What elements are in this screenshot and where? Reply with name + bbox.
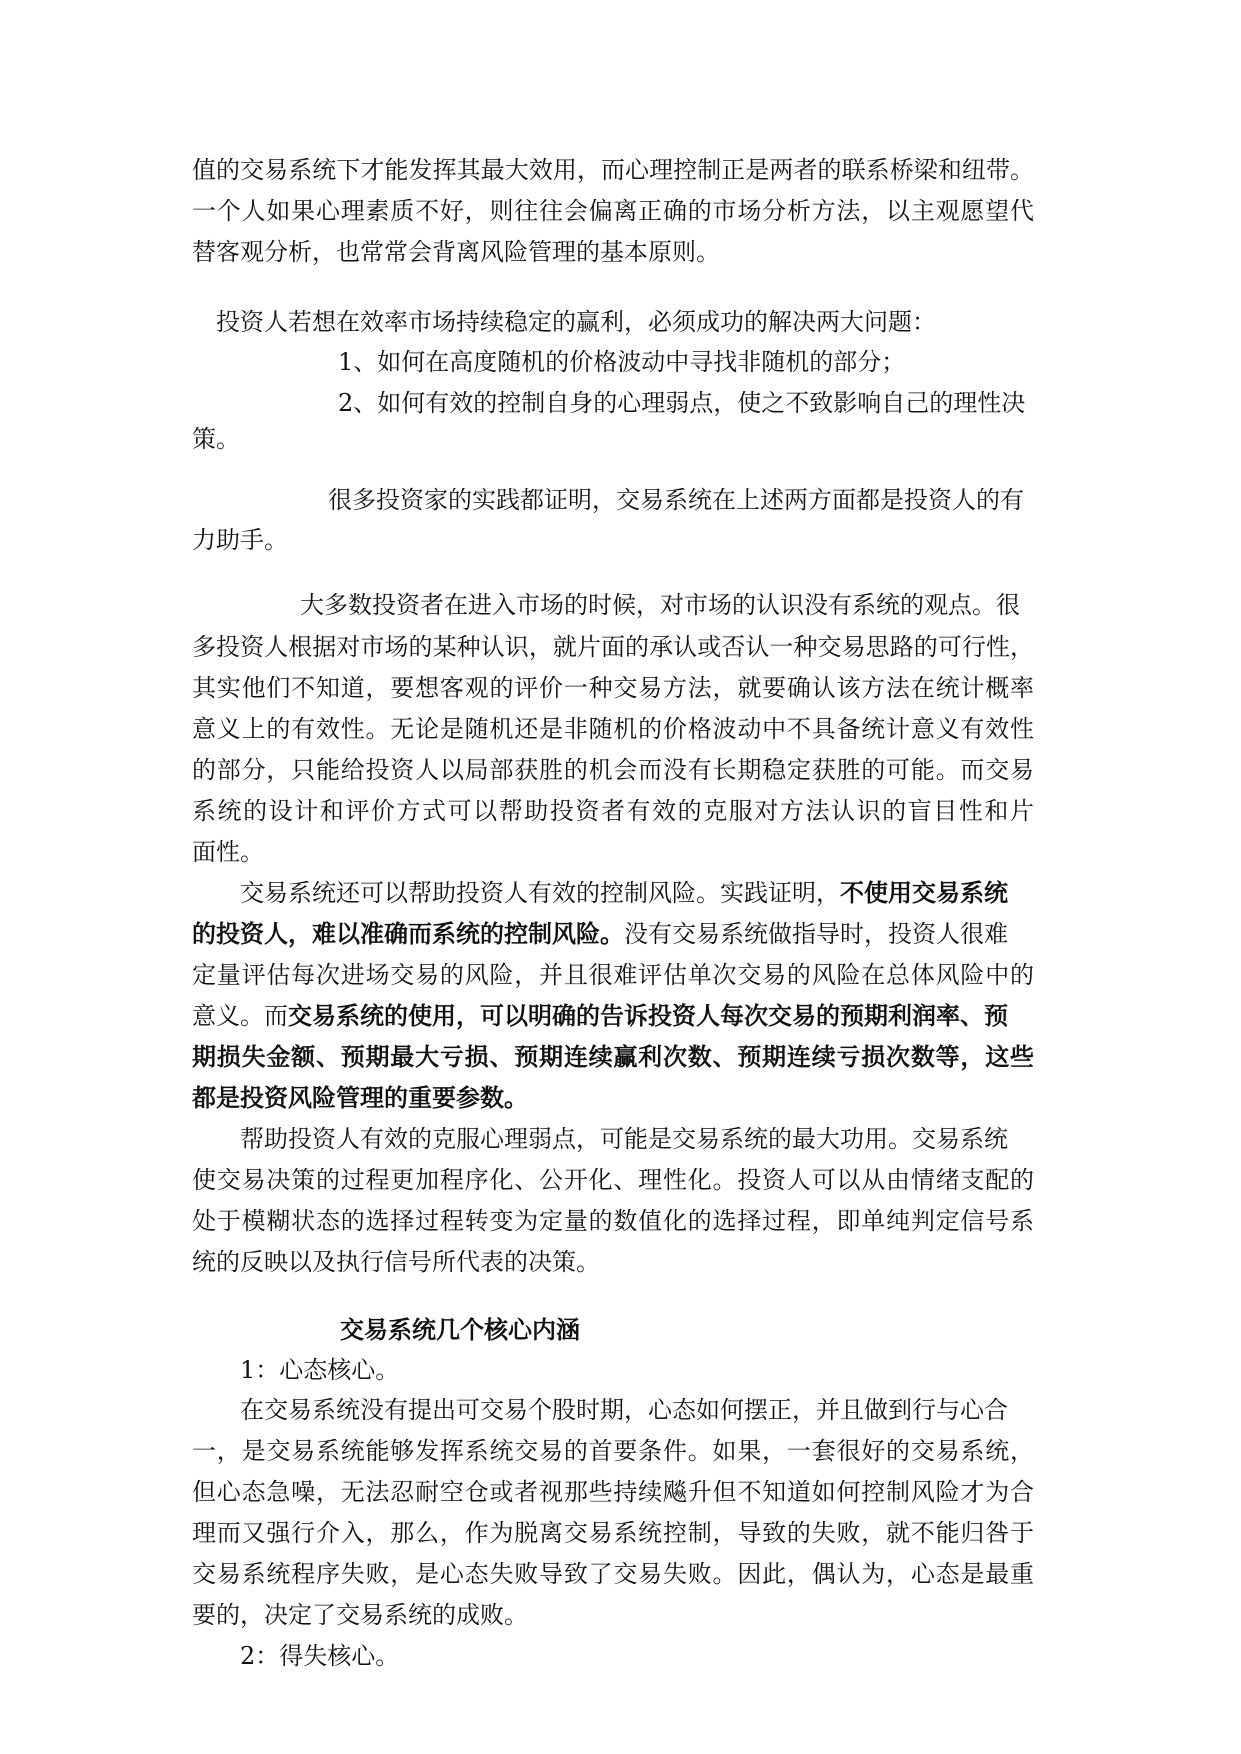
- text-run: 意义。而: [192, 1002, 288, 1030]
- paragraph-line: [192, 916, 1034, 952]
- paragraph-line: 其实他们不知道，要想客观的评价一种交易方法，就要确认该方法在统计概率: [192, 674, 1034, 702]
- bold-text-run: 不使用交易系统: [840, 878, 1008, 907]
- list-item: 1、如何在高度随机的价格波动中寻找非随机的部分；: [338, 348, 906, 376]
- list-item: 1：心态核心。: [240, 1356, 400, 1384]
- paragraph-line: 意义上的有效性。无论是随机还是非随机的价格波动中不具备统计意义有效性: [192, 715, 1034, 743]
- paragraph-line: 投资人若想在效率市场持续稳定的赢利，必须成功的解决两大问题：: [216, 308, 936, 336]
- paragraph-line: 大多数投资者在进入市场的时候，对市场的认识没有系统的观点。很: [300, 591, 1020, 619]
- paragraph-line: 替客观分析，也常常会背离风险管理的基本原则。: [192, 238, 720, 266]
- paragraph-line: 的部分，只能给投资人以局部获胜的机会而没有长期稳定获胜的可能。而交易: [192, 756, 1034, 784]
- text-run: 交易系统还可以帮助投资人有效的控制风险。实践证明，: [240, 879, 840, 907]
- paragraph-line: 力助手。: [192, 526, 288, 554]
- paragraph-line: 处于模糊状态的选择过程转变为定量的数值化的选择过程，即单纯判定信号系: [192, 1207, 1034, 1235]
- paragraph-line: 帮助投资人有效的克服心理弱点，可能是交易系统的最大功用。交易系统: [240, 1125, 1008, 1153]
- paragraph-line: 统的反映以及执行信号所代表的决策。: [192, 1248, 600, 1276]
- paragraph-line: 多投资人根据对市场的某种认识，就片面的承认或否认一种交易思路的可行性，: [192, 633, 1034, 661]
- paragraph-line: 都是投资风险管理的重要参数。: [192, 1083, 528, 1112]
- paragraph-line: 系统的设计和评价方式可以帮助投资者有效的克服对方法认识的盲目性和片: [192, 797, 1034, 825]
- paragraph-line: 定量评估每次进场交易的风险，并且很难评估单次交易的风险在总体风险中的: [192, 961, 1034, 989]
- paragraph-line: [192, 998, 1034, 1034]
- paragraph-line: 要的，决定了交易系统的成败。: [192, 1601, 528, 1629]
- paragraph-line: 很多投资家的实践都证明，交易系统在上述两方面都是投资人的有: [328, 486, 1024, 514]
- bold-text-run: 交易系统的使用，可以明确的告诉投资人每次交易的预期利润率、预: [288, 1001, 1008, 1030]
- paragraph-line: 一，是交易系统能够发挥系统交易的首要条件。如果，一套很好的交易系统，: [192, 1437, 1034, 1465]
- bold-text-run: 的投资人，难以准确而系统的控制风险。: [192, 919, 624, 948]
- paragraph-line: 一个人如果心理素质不好，则往往会偏离正确的市场分析方法，以主观愿望代: [192, 197, 1034, 225]
- paragraph-line: 在交易系统没有提出可交易个股时期，心态如何摆正，并且做到行与心合: [240, 1396, 1008, 1424]
- list-item: 2：得失核心。: [240, 1642, 400, 1670]
- paragraph-line: 使交易决策的过程更加程序化、公开化、理性化。投资人可以从由情绪支配的: [192, 1166, 1034, 1194]
- list-item: 2、如何有效的控制自身的心理弱点，使之不致影响自己的理性决: [338, 389, 1026, 417]
- paragraph-line: 理而又强行介入，那么，作为脱离交易系统控制，导致的失败，就不能归咎于: [192, 1519, 1034, 1547]
- section-heading: 交易系统几个核心内涵: [340, 1315, 580, 1344]
- paragraph-line: 面性。: [192, 838, 264, 866]
- paragraph-line: 策。: [192, 425, 240, 453]
- paragraph-line: 期损失金额、预期最大亏损、预期连续赢利次数、预期连续亏损次数等，这些: [192, 1042, 1034, 1071]
- paragraph-line: 但心态急噪，无法忍耐空仓或者视那些持续飚升但不知道如何控制风险才为合: [192, 1478, 1034, 1506]
- paragraph-line: [240, 875, 1034, 911]
- paragraph-line: 值的交易系统下才能发挥其最大效用，而心理控制正是两者的联系桥梁和纽带。: [192, 156, 1034, 184]
- text-run: 没有交易系统做指导时，投资人很难: [624, 920, 1008, 948]
- paragraph-line: 交易系统程序失败，是心态失败导致了交易失败。因此，偶认为，心态是最重: [192, 1560, 1034, 1588]
